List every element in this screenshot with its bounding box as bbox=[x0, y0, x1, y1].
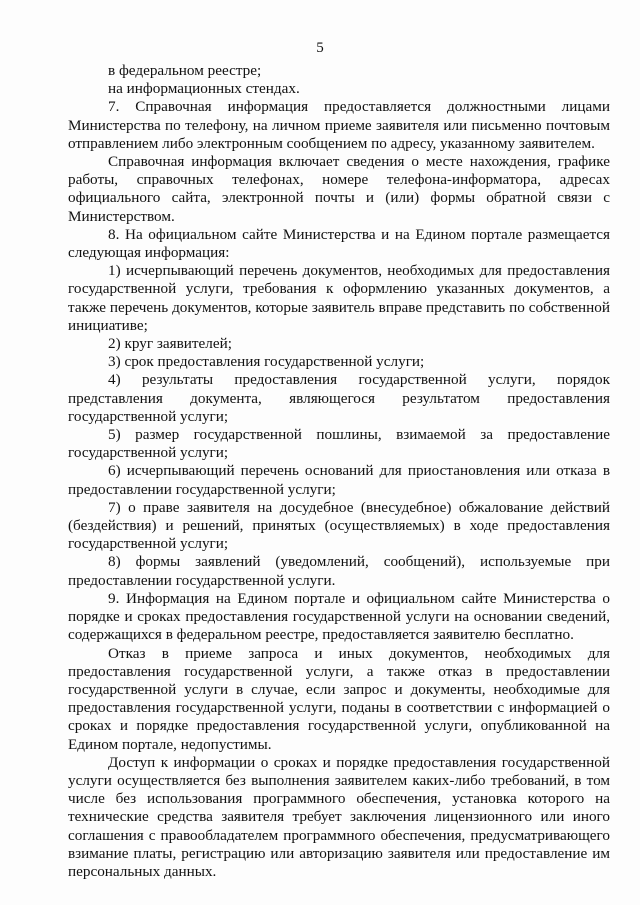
paragraph: Отказ в приеме запроса и иных документов, необходимых для предоставления государственной услуги, а также отказ в предоставлении государственной услуги в случае, если запрос и документы, необходимые для предоставления государственной услуги, поданы в соответствии с информацией о сроках и порядке предоставления государственной услуги, опубликованной на Едином портале, недопустимы. bbox=[68, 644, 610, 753]
paragraph: 8. На официальном сайте Министерства и на Едином портале размещается следующая информация: bbox=[68, 225, 610, 262]
paragraph: 3) срок предоставления государственной услуги; bbox=[108, 353, 425, 371]
paragraph: 5) размер государственной пошлины, взимаемой за предоставление государственной услуги; bbox=[68, 426, 610, 462]
paragraph: 8) формы заявлений (уведомлений, сообщений), используемые при предоставлении государственной услуги. bbox=[68, 553, 610, 589]
paragraph: 7) о праве заявителя на досудебное (внесудебное) обжалование действий (бездействия) и решений, принятых (осуществляемых) в ходе предоставления государственной услуги; bbox=[68, 498, 610, 553]
paragraph: 2) круг заявителей; bbox=[108, 335, 232, 353]
paragraph: 7. Справочная информация предоставляется должностными лицами Министерства по телефону, на личном приеме заявителя или письменно почтовым отправлением либо электронным сообщением по адресу, указанному заявителем. bbox=[68, 98, 610, 152]
paragraph: 1) исчерпывающий перечень документов, необходимых для предоставления государственной услуги, требования к оформлению указанных документов, а также перечень документов, которые заявитель вправе представить по собственной инициативе; bbox=[68, 262, 610, 334]
paragraph: 4) результаты предоставления государственной услуги, порядок представления документа, являющегося результатом предоставления государственной услуги; bbox=[68, 371, 610, 425]
paragraph: на информационных стендах. bbox=[108, 80, 300, 98]
paragraph: 9. Информация на Едином портале и официальном сайте Министерства о порядке и сроках предоставления государственной услуги на основании сведений, содержащихся в федеральном реестре, предоставляется заявителю бесплатно. bbox=[68, 589, 610, 644]
paragraph: 6) исчерпывающий перечень оснований для приостановления или отказа в предоставлении государственной услуги; bbox=[68, 462, 610, 498]
paragraph: в федеральном реестре; bbox=[108, 62, 262, 79]
page-number: 5 bbox=[316, 40, 324, 56]
document-body bbox=[68, 62, 610, 881]
paragraph: Справочная информация включает сведения о месте нахождения, графике работы, справочных телефонах, номере телефона-информатора, адресах официального сайта, электронной почты и (или) формы обратной связи с Министерством. bbox=[68, 153, 610, 225]
paragraph: Доступ к информации о сроках и порядке предоставления государственной услуги осуществляется без выполнения заявителем каких-либо требований, в том числе без использования программного обеспечения, установка которого на технические средства заявителя требует заключения лицензионного или иного соглашения с правообладателем программного обеспечения, предусматривающего взимание платы, регистрацию или авторизацию заявителя или предоставление им персональных данных. bbox=[68, 753, 610, 880]
